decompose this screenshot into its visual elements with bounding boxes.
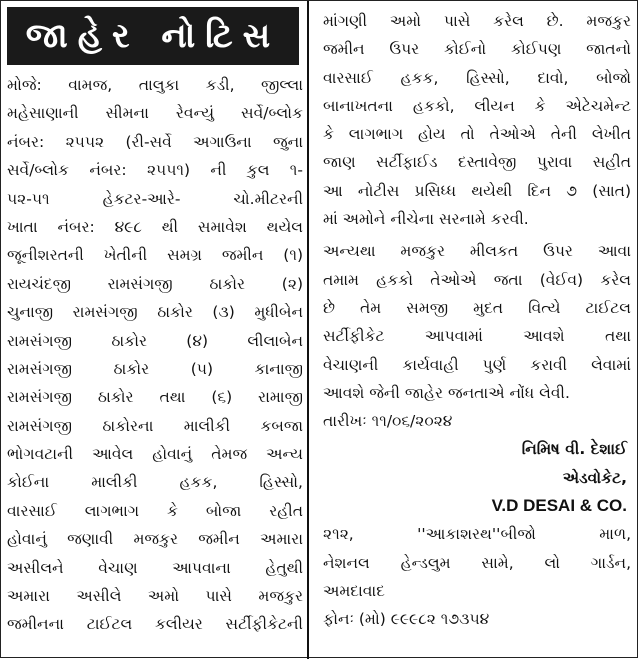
notice-text-line: અન્યથા મજકુર મીલકત ઉપર આવા	[323, 242, 631, 261]
right-text-block	[323, 7, 631, 634]
notice-text-line: સર્ટીફીકેટ આપવામાં આવશે તથા	[323, 327, 631, 346]
left-column	[1, 1, 309, 659]
notice-text-line: માં અમોને નીચેના સરનામે કરવી.	[323, 210, 529, 229]
notice-text-line: રામસંગજી ઠાકોર (૪) લીલાબેન	[7, 331, 303, 350]
notice-text-line: જૂનીશરતની ખેતીની સમગ્ર જમીન (૧)	[7, 246, 303, 265]
address-line: ૨૧૨, ''આકાશરથ''બીજો માળ,	[323, 525, 631, 544]
notice-text-line: જમીનના ટાઈટલ કલીયર સર્ટીફીકેટની	[7, 615, 303, 634]
notice-text-line: વેચાણની કાર્યવાહી પુર્ણ કરાવી લેવામાં	[323, 355, 631, 374]
notice-text-line: રાયચંદજી રામસંગજી ઠાકોર (૨)	[7, 274, 303, 293]
notice-text-line: કે લાગભાગ હોય તો તેઓએ તેની લેખીત	[323, 125, 631, 144]
notice-text-line: આવશે જેની જાહેર જનતાએ નોંધ લેવી.	[323, 383, 570, 402]
signatory-title: એડવોકેટ,	[562, 468, 627, 487]
address-line: અમદાવાદ	[323, 581, 385, 600]
notice-date: તારીખઃ ૧૧/૦૬/૨૦૨૪	[323, 412, 453, 431]
notice-text-line: મોજે: વામજ, તાલુકા કડી, જીલ્લા	[7, 76, 303, 94]
notice-text-line: નંબર: ૨૫૫૨ (રી-સર્વે અગાઉના જુના	[7, 132, 303, 151]
notice-text-line: બાનાખતના હકકો, લીયન કે એટેચમેન્ટ	[323, 96, 631, 115]
notice-text-line: આ નોટીસ પ્રસિધ્ધ થયેથી દિન ૭ (સાત)	[323, 181, 631, 200]
notice-text-line: રામસંગજી ઠાકોર તથા (૬) રામાજી	[7, 388, 303, 407]
signatory-name: નિમિષ વી. દેશાઈ	[521, 440, 627, 459]
notice-text-line: ભોગવટાની આવેલ હોવાનું તેમજ અન્ય	[7, 445, 303, 464]
left-text-block	[7, 71, 303, 639]
notice-text-line: વારસાઈ લાગભાગ કે બોજા રહીત	[7, 501, 303, 520]
notice-text-line: અમારા અસીલે અમો પાસે મજકુર	[7, 587, 303, 606]
notice-text-line: તમામ હકકો તેઓએ જતા (વેઈવ) કરેલ	[323, 270, 631, 289]
notice-text-line: રામસંગજી ઠાકોરના માલીકી કબજા	[7, 416, 303, 435]
notice-text-line: હોવાનું જણાવી મજકુર જમીન અમારા	[7, 530, 303, 549]
notice-text-line: ચુનાજી રામસંગજી ઠાકોર (૩) મુધીબેન	[7, 303, 303, 322]
notice-text-line: કોઈના માલીકી હકક, હિસ્સો,	[7, 473, 303, 492]
notice-text-line: અસીલને વેચાણ આપવાના હેતુથી	[7, 558, 303, 577]
notice-text-line: સર્વે/બ્લોક નંબર: ૨૫૫૧) ની કુલ ૧-	[7, 161, 303, 180]
firm-name: V.D DESAI & CO.	[491, 496, 627, 516]
notice-text-line: ખાતા નંબર: ૪૯૮ થી સમાવેશ થયેલ	[7, 217, 303, 236]
address-line: નેશનલ હેન્ડલુમ સામે, લો ગાર્ડન,	[323, 553, 631, 572]
notice-text-line: છે તેમ સમજી મુદત વિત્યે ટાઈટલ	[323, 298, 631, 317]
notice-text-line: ૫૨-૫૧ હેકટર-આરે- ચો.મીટરની	[7, 189, 303, 208]
notice-text-line: જાણ સર્ટીફાઈડ દસ્તાવેજી પુરાવા સહીત	[323, 153, 631, 172]
right-column	[311, 1, 637, 659]
notice-text-line: માંગણી અમો પાસે કરેલ છે. મજકુર	[323, 12, 631, 30]
notice-title: જાહેર નોટિસ	[7, 7, 299, 65]
notice-text-line: રામસંગજી ઠાકોર (૫) કાનાજી	[7, 359, 303, 378]
notice-text-line: જમીન ઉપર કોઈનો કોઈપણ જાતનો	[323, 40, 631, 59]
notice-text-line: મહેસાણાની સીમના રેવન્યું સર્વે/બ્લોક	[7, 104, 303, 123]
notice-text-line: વારસાઈ હકક, હિસ્સો, દાવો, બોજો	[323, 68, 631, 87]
phone-line: ફોનઃ (મો) ૯૯૯૮૨ ૧૭૩૫૪	[323, 610, 490, 629]
